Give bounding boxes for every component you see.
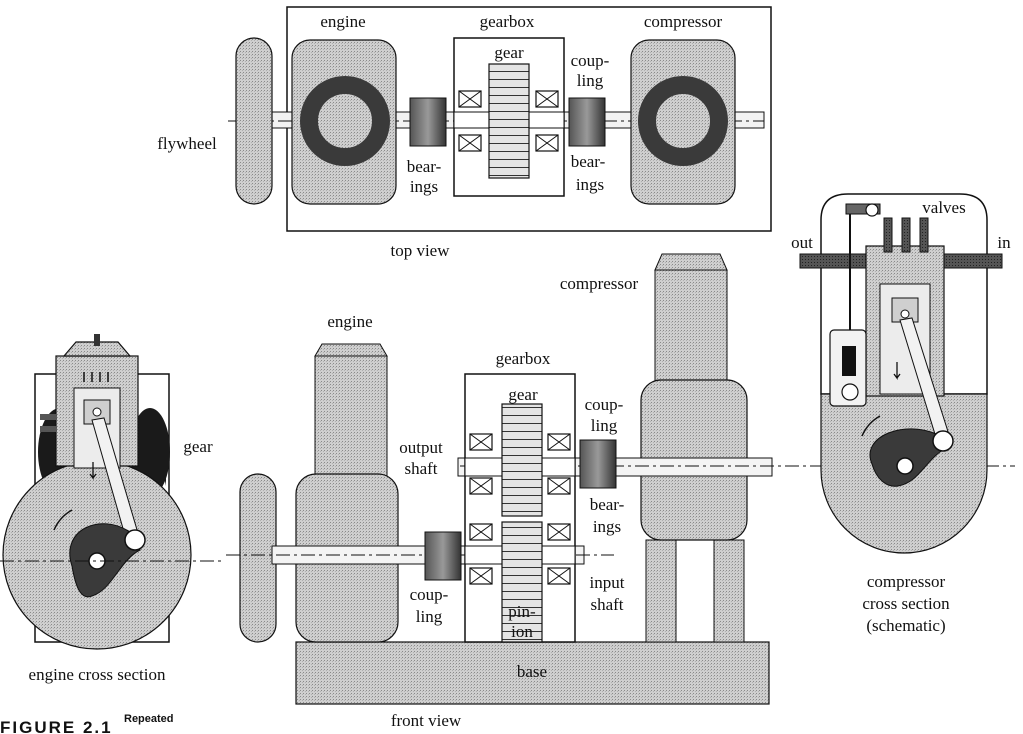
engine-section-crankpin — [125, 530, 145, 550]
front-compressor-head — [655, 254, 727, 270]
front-label-coupling-top-2: ling — [590, 416, 618, 435]
figure-title: Repeated — [124, 713, 174, 725]
compressor-cross-section — [791, 194, 1011, 635]
figure-label: FIGURE 2.1 — [0, 718, 113, 734]
front-view-caption: front view — [390, 711, 462, 730]
top-label-gear: gear — [494, 43, 524, 62]
front-coupling-input — [425, 532, 461, 580]
compressor-section-valve-3 — [920, 218, 928, 252]
front-label-output-shaft-2: shaft — [404, 459, 438, 478]
front-label-coupling-top-1: coup- — [584, 395, 624, 414]
top-label-engine: engine — [320, 12, 366, 31]
compressor-section-caption-2: cross section — [862, 594, 950, 613]
top-label-compressor: compressor — [643, 12, 723, 31]
front-coupling-output — [580, 440, 616, 488]
front-compressor-leg-left — [646, 540, 676, 642]
top-view-caption: top view — [390, 241, 450, 260]
front-flywheel — [240, 474, 276, 642]
front-gear — [502, 404, 542, 516]
top-view — [157, 7, 771, 260]
top-label-bearings-left-1: bear- — [406, 157, 442, 176]
top-coupling-right — [569, 98, 605, 146]
compressor-section-caption-1: compressor — [866, 572, 946, 591]
top-label-flywheel: flywheel — [157, 134, 217, 153]
compressor-section-follower-block — [842, 346, 856, 376]
front-label-output-shaft-1: output — [399, 438, 443, 457]
compressor-section-pin — [901, 310, 909, 318]
top-label-coupling-2: ling — [576, 71, 604, 90]
front-label-input-shaft-1: input — [589, 573, 625, 592]
engine-section-label-gear: gear — [183, 437, 213, 456]
top-gear — [489, 64, 529, 178]
compressor-section-valve-2 — [902, 218, 910, 252]
compressor-section-valve-1 — [884, 218, 892, 252]
top-label-bearings-right-1: bear- — [570, 152, 606, 171]
front-label-input-shaft-2: shaft — [590, 595, 624, 614]
top-flywheel — [236, 38, 272, 204]
engine-section-pin — [93, 408, 101, 416]
compressor-section-label-in: in — [997, 233, 1011, 252]
compressor-section-crankshaft — [897, 458, 913, 474]
front-engine-head — [315, 344, 387, 356]
top-label-coupling-1: coup- — [570, 51, 610, 70]
front-label-pinion-2: ion — [511, 622, 533, 641]
front-label-gear: gear — [508, 385, 538, 404]
engine-cross-section — [0, 334, 225, 684]
engine-section-caption: engine cross section — [28, 665, 166, 684]
compressor-section-rocker-pivot — [866, 204, 878, 216]
front-label-compressor: compressor — [559, 274, 639, 293]
front-engine-cylinder — [315, 356, 387, 480]
front-label-gearbox: gearbox — [495, 349, 551, 368]
front-label-base: base — [516, 662, 548, 681]
front-label-engine: engine — [327, 312, 373, 331]
top-label-bearings-left-2: ings — [409, 177, 439, 196]
compressor-section-label-out: out — [791, 233, 813, 252]
top-coupling-left — [410, 98, 446, 146]
compressor-section-caption-3: (schematic) — [866, 616, 946, 635]
top-label-bearings-right-2: ings — [575, 175, 605, 194]
engine-section-spark-plug — [94, 334, 100, 346]
front-label-bearings-2: ings — [592, 517, 622, 536]
top-label-gearbox: gearbox — [479, 12, 535, 31]
front-compressor-cylinder — [655, 270, 727, 390]
front-label-bearings-1: bear- — [589, 495, 625, 514]
engine-section-fin-1 — [40, 414, 56, 420]
front-label-coupling-bottom-1: coup- — [409, 585, 449, 604]
compressor-section-cam — [842, 384, 858, 400]
engine-section-fin-2 — [40, 426, 56, 432]
front-label-pinion-1: pin- — [508, 602, 536, 621]
compressor-section-label-valves: valves — [922, 198, 966, 217]
compressor-section-crankpin — [933, 431, 953, 451]
front-compressor-leg-right — [714, 540, 744, 642]
front-label-coupling-bottom-2: ling — [415, 607, 443, 626]
